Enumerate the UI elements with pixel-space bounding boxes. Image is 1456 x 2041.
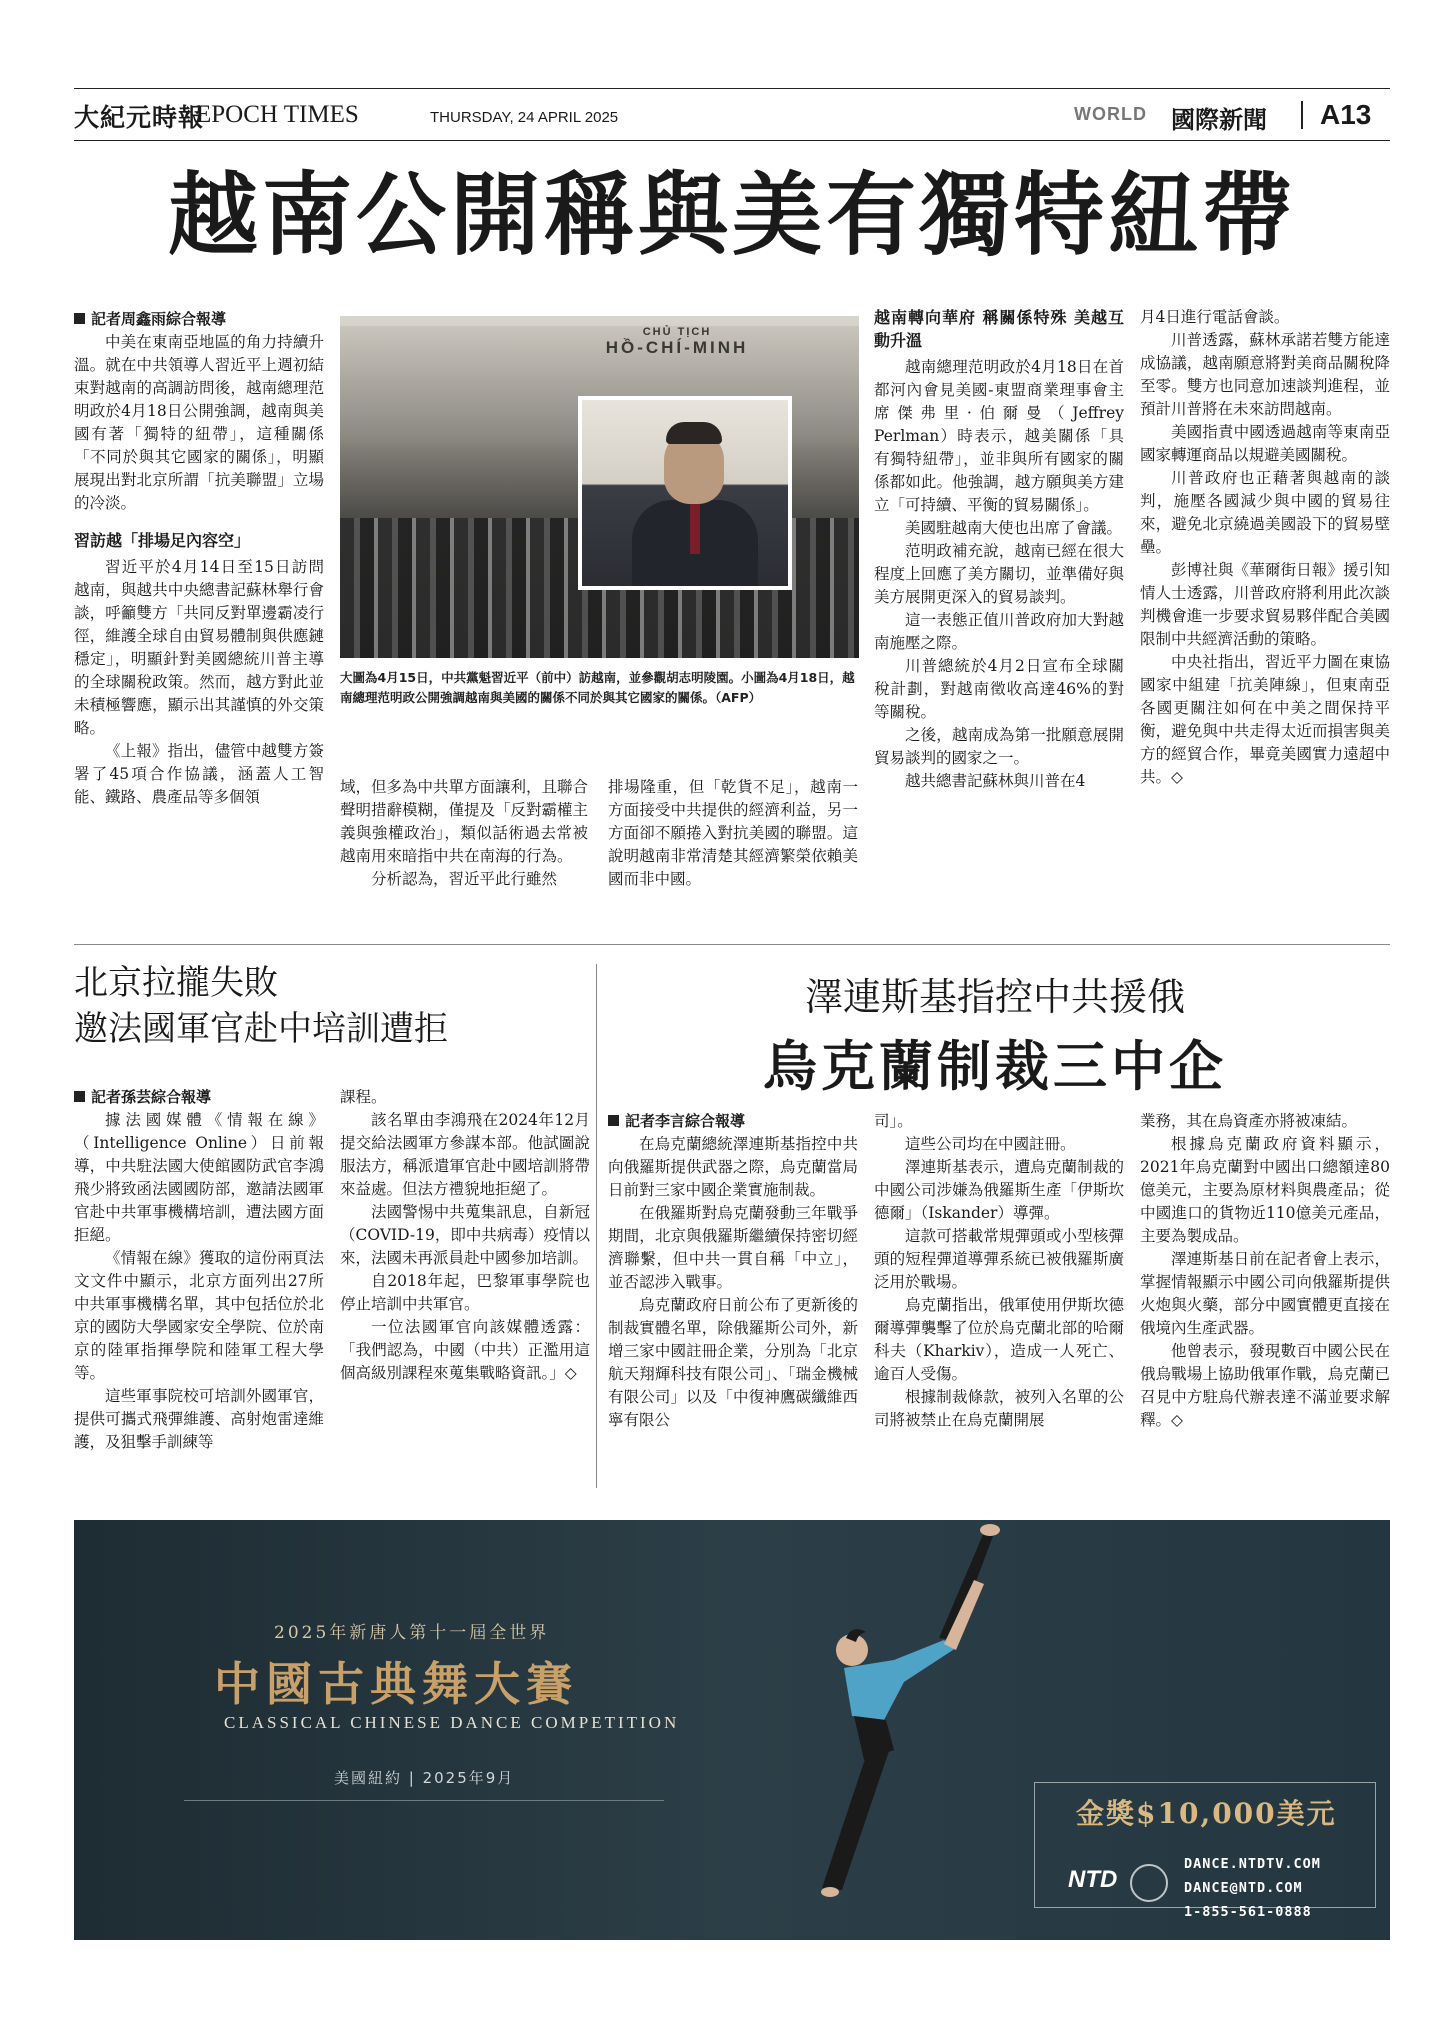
lead-paragraph: 域，但多為中共單方面讓利，且聯合聲明措辭模糊，僅提及「反對霸權主義與強權政治」，類似話術過去常被越南用來暗指中共在南海的行為。 (340, 778, 589, 865)
header-top-rule (74, 88, 1390, 89)
dancer-figure (734, 1520, 1054, 1940)
ad-divider (184, 1800, 664, 1801)
story2-paragraph: 《情報在線》獲取的這份兩頁法文文件中顯示，北京方面列出27所中共軍事機構名單，其中包括位於北京的國防大學國家安全學院、位於南京的陸軍指揮學院和陸軍工程大學等。 (74, 1249, 324, 1382)
ad-phone[interactable]: 1-855-561-0888 (1184, 1904, 1312, 1920)
story2-paragraph: 據法國媒體《情報在線》（Intelligence Online）日前報導，中共駐法國大使館國防武官李鴻飛少將致函法國國防部，邀請法國軍官赴中共軍事機構培訓，遭法國方面拒絕。 (74, 1111, 324, 1244)
section-label-en: WORLD (1074, 104, 1147, 124)
story3-paragraph: 烏克蘭指出，俄軍使用伊斯坎德爾導彈襲擊了位於烏克蘭北部的哈爾科夫（Kharkiv），造成一人死亡、逾百人受傷。 (874, 1296, 1124, 1383)
header-separator (1301, 101, 1303, 129)
lead-subhead-2: 越南轉向華府 稱關係特殊 美越互動升溫 (874, 308, 1124, 350)
lead-paragraph: 范明政補充說，越南已經在很大程度上回應了美方關切，並準備好與美方展開更深入的貿易談判。 (874, 542, 1124, 606)
lead-paragraph: 越共總書記蘇林與川普在4 (905, 772, 1086, 790)
ad-email-link[interactable]: DANCE@NTD.COM (1184, 1880, 1303, 1896)
lead-paragraph: 排場隆重，但「乾貨不足」，越南一方面接受中共提供的經濟利益，另一方面卻不願捲入對抗美國的聯盟。這說明越南非常清楚其經濟繁榮依賴美國而非中國。 (608, 778, 858, 888)
lead-photo (340, 316, 859, 658)
issue-date: THURSDAY, 24 APRIL 2025 (430, 109, 619, 126)
lead-paragraph: 川普總統於4月2日宣布全球關稅計劃，對越南徵收高達46%的對等關稅。 (874, 657, 1124, 721)
lead-paragraph: 川普政府也正藉著與越南的談判，施壓各國減少與中國的貿易往來，避免北京繞過美國設下的貿易壁壘。 (1140, 469, 1390, 556)
mausoleum-sign-line2: HỒ-CHÍ-MINH (605, 338, 749, 357)
masthead-logo: 大紀元時報 (74, 103, 205, 132)
story3-column-2 (874, 1110, 1124, 1432)
inset-figure-hair (666, 422, 722, 444)
story2-column-1 (74, 1086, 324, 1454)
dancer-standing-leg (822, 1748, 890, 1890)
lead-paragraph: 美國指責中國透過越南等東南亞國家轉運商品以規避美國關稅。 (1140, 423, 1390, 464)
lead-paragraph: 彭博社與《華爾街日報》援引知情人士透露，川普政府將利用此次談判機會進一步要求貿易夥伴配合美國限制中共經濟活動的策略。 (1140, 561, 1390, 648)
dancer-raised-leg (939, 1528, 996, 1640)
inset-photo (578, 396, 792, 590)
ad-prize: 金獎$10,000美元 (1076, 1797, 1337, 1830)
lead-paragraph: 《上報》指出，儘管中越雙方簽署了45項合作協議，涵蓋人工智能、鐵路、農產品等多個領 (74, 742, 324, 806)
section-divider (74, 944, 1390, 945)
story3-headline-line2: 烏克蘭制裁三中企 (763, 1035, 1227, 1098)
advertisement[interactable] (74, 1520, 1390, 1940)
header-bottom-rule (74, 140, 1390, 141)
lead-column-2 (340, 776, 588, 891)
story3-paragraph: 在俄羅斯對烏克蘭發動三年戰爭期間，北京與俄羅斯繼續保持密切經濟聯繫，但中共一貫自稱「中立」，並否認涉入戰事。 (608, 1204, 858, 1291)
story3-headline-line1: 澤連斯基指控中共援俄 (804, 975, 1185, 1019)
story2-paragraph: 一位法國軍官向該媒體透露：「我們認為，中國（中共）正濫用這個高級別課程來蒐集戰略資訊。」◇ (340, 1318, 590, 1382)
story3-paragraph: 司」。 (874, 1112, 913, 1130)
story2-byline: 記者孫芸綜合報導 (74, 1086, 324, 1109)
story3-paragraph: 根據制裁條款，被列入名單的公司將被禁止在烏克蘭開展 (874, 1388, 1124, 1429)
section-label: 國際新聞 (1171, 106, 1267, 134)
ad-title: 中國古典舞大賽 (214, 1657, 578, 1711)
story2-paragraph: 自2018年起，巴黎軍事學院也停止培訓中共軍官。 (340, 1272, 590, 1313)
lead-column-4 (874, 306, 1124, 793)
lead-paragraph: 川普透露，蘇林承諾若雙方能達成協議，越南願意將對美商品關稅降至零。雙方也同意加速談判進程，並預計川普將在未來訪問越南。 (1140, 331, 1390, 418)
story3-column-1 (608, 1110, 858, 1432)
inset-figure-tie (690, 504, 700, 554)
story2-paragraph: 課程。 (340, 1088, 387, 1106)
story3-paragraph: 在烏克蘭總統澤連斯基指控中共向俄羅斯提供武器之際，烏克蘭當局日前對三家中國企業實施制裁。 (608, 1135, 858, 1199)
story3-paragraph: 他曾表示，發現數百中國公民在俄烏戰場上協助俄軍作戰，烏克蘭已召見中方駐烏代辦表達不滿並要求解釋。◇ (1140, 1342, 1390, 1429)
lead-paragraph: 越南總理范明政於4月18日在首都河內會見美國-東盟商業理事會主席傑弗里·伯爾曼（Jeffrey Perlman）時表示，越美關係「具有獨特紐帶」，並非與所有國家的關係都如此。他強調，越方願與美方建立「可持續、平衡的貿易關係」。 (874, 358, 1124, 514)
mausoleum-sign (602, 326, 752, 358)
lead-paragraph: 月4日進行電話會談。 (1140, 308, 1290, 326)
story3-paragraph: 業務，其在烏資產亦將被凍結。 (1140, 1112, 1358, 1130)
story3-paragraph: 這些公司均在中國註冊。 (905, 1135, 1076, 1153)
ad-website-link[interactable]: DANCE.NTDTV.COM (1184, 1856, 1321, 1872)
story2-headline-line2: 邀法國軍官赴中培訓遭拒 (74, 1009, 448, 1049)
lead-column-5 (1140, 306, 1390, 789)
lead-paragraph: 分析認為，習近平此行雖然 (371, 870, 558, 888)
dancer-standing-foot (821, 1887, 839, 1897)
ad-subtitle: 2025年新唐人第十一屆全世界 (274, 1623, 550, 1643)
lead-column-1 (74, 308, 324, 809)
story3-paragraph: 澤連斯基日前在記者會上表示，掌握情報顯示中國公司向俄羅斯提供火炮與火藥，部分中國實體更直接在俄境內生產武器。 (1140, 1250, 1390, 1337)
story2-headline (74, 960, 448, 1052)
lead-headline: 越南公開稱與美有獨特紐帶 (168, 162, 1296, 268)
ntd-logo: NTD (1068, 1866, 1118, 1893)
column-divider (596, 964, 597, 1488)
photo-caption: 大圖為4月15日，中共黨魁習近平（前中）訪越南，並參觀胡志明陵園。小圖為4月18日，越南總理范明政公開強調越南與美國的關係不同於與其它國家的關係。（AFP） (340, 670, 855, 705)
story2-headline-line1: 北京拉攏失敗 (74, 963, 278, 1003)
story2-paragraph: 法國警惕中共蒐集訊息，自新冠（COVID-19，即中共病毒）疫情以來，法國未再派員赴中國參加培訓。 (340, 1203, 590, 1267)
story3-column-3 (1140, 1110, 1390, 1432)
mausoleum-sign-line1: CHỦ TỊCH (642, 326, 712, 338)
story3-paragraph: 烏克蘭政府日前公布了更新後的制裁實體名單，除俄羅斯公司外，新增三家中國註冊企業，分別為「北京航天翔輝科技有限公司」、「瑞金機械有限公司」以及「中復神鷹碳纖維西寧有限公 (608, 1296, 858, 1429)
story2-column-2 (340, 1086, 590, 1385)
story3-byline: 記者李言綜合報導 (608, 1110, 858, 1133)
story3-paragraph: 澤連斯基表示，遭烏克蘭制裁的中國公司涉嫌為俄羅斯生產「伊斯坎德爾」（Iskander）導彈。 (874, 1158, 1124, 1222)
masthead-english: EPOCH TIMES (196, 101, 359, 128)
lead-paragraph: 這一表態正值川普政府加大對越南施壓之際。 (874, 611, 1124, 652)
dancer-foot (980, 1524, 1000, 1536)
seal-icon (1130, 1864, 1168, 1902)
lead-paragraph: 之後，越南成為第一批願意展開貿易談判的國家之一。 (874, 726, 1124, 767)
story2-paragraph: 這些軍事院校可培訓外國軍官，提供可攜式飛彈維護、高射炮雷達維護，及狙擊手訓練等 (74, 1387, 324, 1451)
ad-location-date: 美國紐約 | 2025年9月 (334, 1769, 515, 1787)
lead-byline: 記者周鑫雨綜合報導 (74, 308, 324, 331)
ad-contact (1184, 1852, 1321, 1924)
lead-column-3 (608, 776, 858, 891)
lead-subhead-1: 習訪越「排場足內容空」 (74, 531, 251, 550)
lead-paragraph: 中美在東南亞地區的角力持續升溫。就在中共領導人習近平上週初結束對越南的高調訪問後，越南總理范明政於4月18日公開強調，越南與美國有著「獨特的紐帶」，這種關係「不同於與其它國家的關係」，明顯展現出對北京所謂「抗美聯盟」立場的冷淡。 (74, 333, 324, 512)
story3-paragraph: 這款可搭載常規彈頭或小型核彈頭的短程彈道導彈系統已被俄羅斯廣泛用於戰場。 (874, 1227, 1124, 1291)
lead-paragraph: 中央社指出，習近平力圖在東協國家中組建「抗美陣線」，但東南亞各國更關注如何在中美之間保持平衡，避免與中共走得太近而損害與美方的經貿合作，畢竟美國實力遠超中共。◇ (1140, 653, 1390, 786)
page-number: A13 (1320, 99, 1372, 130)
ad-title-english: CLASSICAL CHINESE DANCE COMPETITION (224, 1713, 680, 1732)
lead-paragraph: 美國駐越南大使也出席了會議。 (905, 519, 1123, 537)
lead-paragraph: 習近平於4月14日至15日訪問越南，與越共中央總書記蘇林舉行會談，呼籲雙方「共同反對單邊霸凌行徑，維護全球自由貿易體制與供應鏈穩定」，明顯針對美國總統川普主導的全球關稅政策。然而，越方對此並未積極響應，顯示出其謹慎的外交策略。 (74, 558, 324, 737)
story2-paragraph: 該名單由李鴻飛在2024年12月提交給法國軍方參謀本部。他試圖說服法方，稱派遣軍官赴中國培訓將帶來益處。但法方禮貌地拒絕了。 (340, 1111, 590, 1198)
story3-paragraph: 根據烏克蘭政府資料顯示，2021年烏克蘭對中國出口總額達80億美元，主要為原材料與農產品；從中國進口的貨物近110億美元產品，主要為製成品。 (1140, 1135, 1390, 1245)
